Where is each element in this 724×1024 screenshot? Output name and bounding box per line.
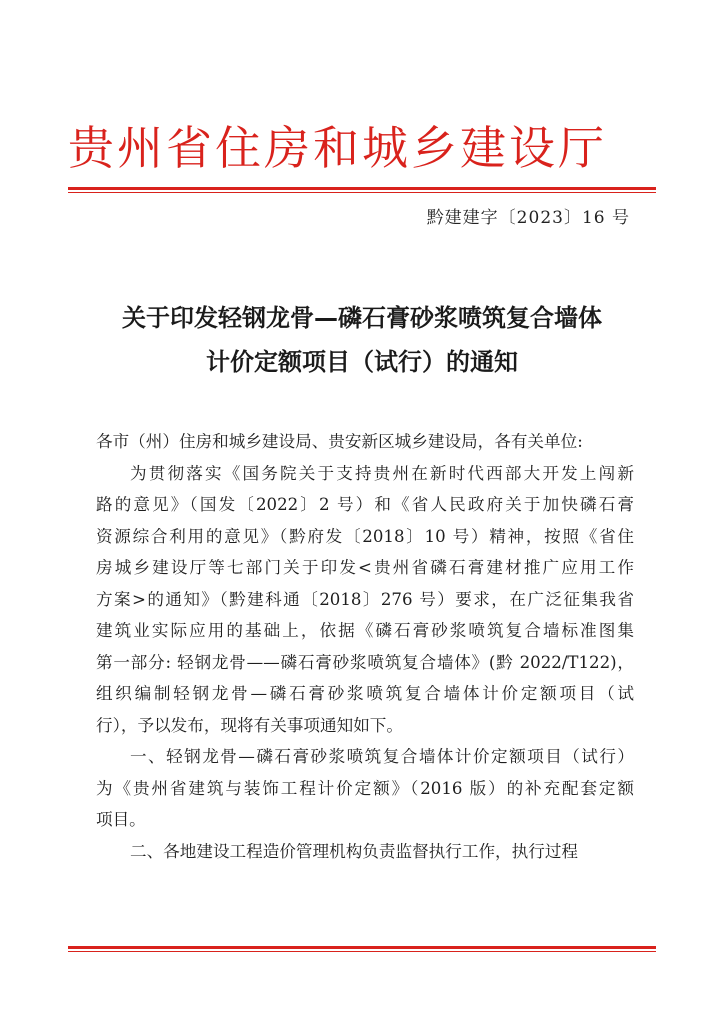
body-line: 行），予以发布，现将有关事项通知如下。 bbox=[96, 715, 403, 735]
document-number: 黔建建字〔2023〕16 号 bbox=[426, 208, 630, 228]
notice-title-line-2: 计价定额项目（试行）的通知 bbox=[206, 348, 518, 376]
addressee-line: 各市（州）住房和城乡建设局、贵安新区城乡建设局，各有关单位: bbox=[96, 432, 583, 451]
body-line: 房城乡建设厅等七部门关于印发<贵州省磷石膏建材推广应用工作 bbox=[96, 558, 634, 577]
notice-body bbox=[96, 426, 634, 867]
body-line: 为贯彻落实《国务院关于支持贵州在新时代西部大开发上闯新 bbox=[130, 463, 634, 483]
body-line: 二、各地建设工程造价管理机构负责监督执行工作，执行过程 bbox=[130, 841, 579, 861]
footer-red-rule-thick bbox=[68, 946, 656, 949]
header-red-rule-thick bbox=[68, 187, 656, 190]
notice-title bbox=[68, 296, 656, 384]
header-red-rule-thin bbox=[68, 192, 656, 193]
body-line: 一、轻钢龙骨—磷石膏砂浆喷筑复合墙体计价定额项目（试行） bbox=[130, 747, 634, 766]
body-line: 路的意见》（国发〔2022〕2 号）和《省人民政府关于加快磷石膏 bbox=[96, 495, 634, 514]
body-line: 方案>的通知》（黔建科通〔2018〕276 号）要求，在广泛征集我省 bbox=[96, 589, 634, 609]
body-line: 组织编制轻钢龙骨—磷石膏砂浆喷筑复合墙体计价定额项目（试 bbox=[96, 684, 634, 703]
body-line: 建筑业实际应用的基础上，依据《磷石膏砂浆喷筑复合墙标准图集 bbox=[96, 621, 634, 640]
footer-red-rule-thin bbox=[68, 951, 656, 952]
body-line: 项目。 bbox=[96, 810, 146, 829]
body-line: 第一部分: 轻钢龙骨——磷石膏砂浆喷筑复合墙体》(黔 2022/T122)， bbox=[96, 652, 634, 672]
body-line: 为《贵州省建筑与装饰工程计价定额》（2016 版）的补充配套定额 bbox=[96, 778, 634, 798]
issuing-authority-title: 贵州省住房和城乡建设厅 bbox=[68, 121, 607, 175]
body-line: 资源综合利用的意见》（黔府发〔2018〕10 号）精神，按照《省住 bbox=[96, 526, 634, 546]
notice-title-line-1: 关于印发轻钢龙骨—磷石膏砂浆喷筑复合墙体 bbox=[122, 304, 602, 332]
